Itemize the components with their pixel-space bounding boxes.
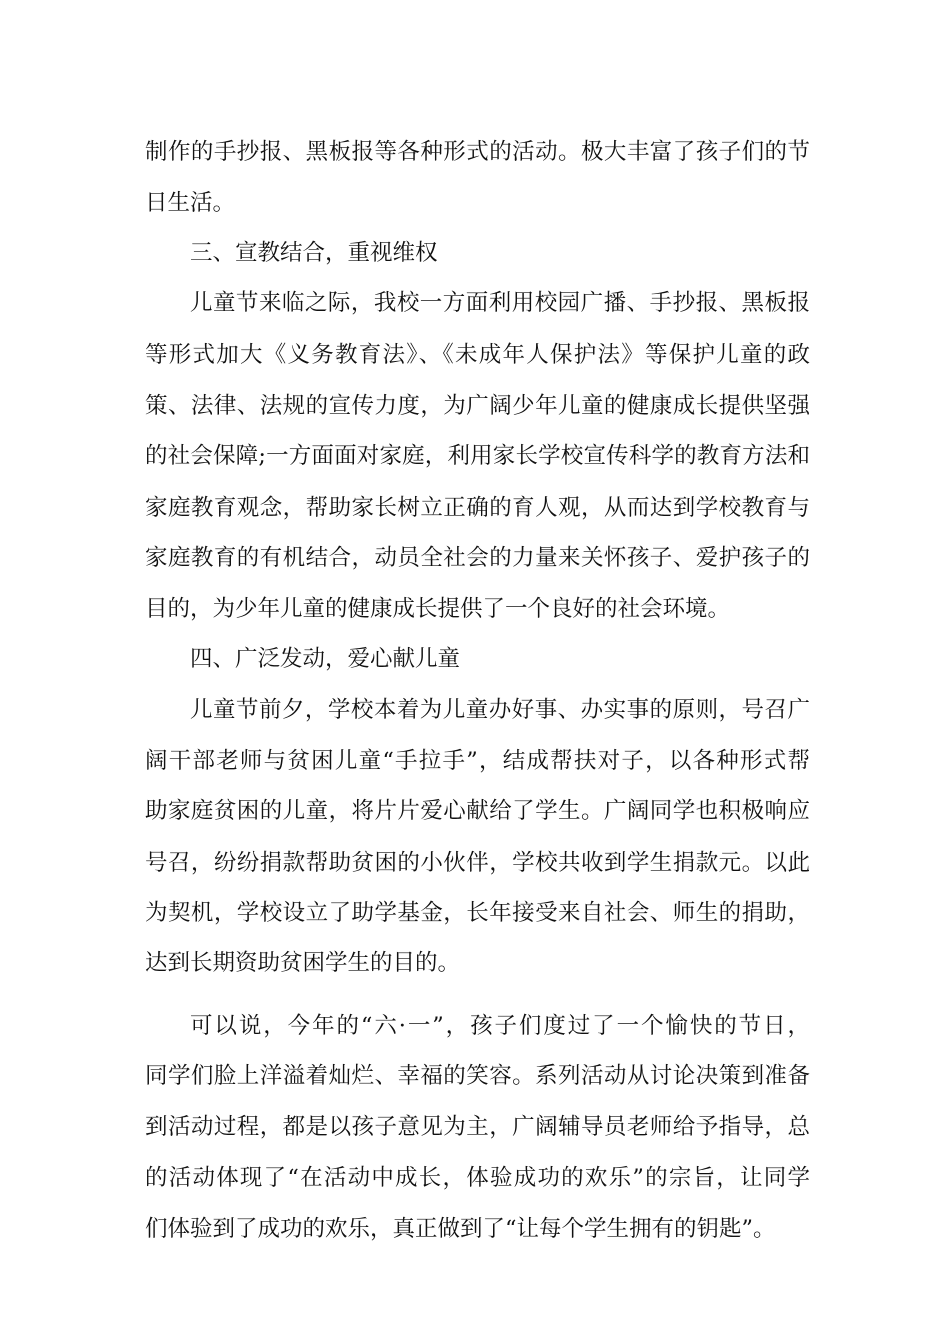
section-heading: 三、宣教结合，重视维权 xyxy=(190,240,438,266)
body-text-line: 目的，为少年儿童的健康成长提供了一个良好的社会环境。 xyxy=(145,596,731,622)
body-text-line: 日生活。 xyxy=(145,190,236,216)
body-text-line: 到活动过程，都是以孩子意见为主，广阔辅导员老师给予指导，总 xyxy=(145,1114,810,1140)
body-text-line: 儿童节前夕，学校本着为儿童办好事、办实事的原则，号召广 xyxy=(190,697,810,723)
body-text-line: 家庭教育的有机结合，动员全社会的力量来关怀孩子、爱护孩子的 xyxy=(145,545,810,571)
body-text-line: 等形式加大《义务教育法》、《未成年人保护法》等保护儿童的政 xyxy=(145,342,810,368)
body-text-line: 可以说，今年的“六·一”，孩子们度过了一个愉快的节日， xyxy=(190,1013,810,1039)
body-text-line: 号召，纷纷捐款帮助贫困的小伙伴，学校共收到学生捐款元。以此 xyxy=(145,850,810,876)
body-text-line: 的社会保障;一方面面对家庭，利用家长学校宣传科学的教育方法和 xyxy=(145,443,810,469)
body-text-line: 制作的手抄报、黑板报等各种形式的活动。极大丰富了孩子们的节 xyxy=(145,139,810,165)
body-text-line: 家庭教育观念，帮助家长树立正确的育人观，从而达到学校教育与 xyxy=(145,495,810,521)
body-text-line: 阔干部老师与贫困儿童“手拉手”，结成帮扶对子，以各种形式帮 xyxy=(145,748,810,774)
body-text-line: 的活动体现了“在活动中成长，体验成功的欢乐”的宗旨，让同学 xyxy=(145,1165,810,1191)
body-text-line: 助家庭贫困的儿童，将片片爱心献给了学生。广阔同学也积极响应 xyxy=(145,798,810,824)
body-text-line: 同学们脸上洋溢着灿烂、幸福的笑容。系列活动从讨论决策到准备 xyxy=(145,1063,810,1089)
body-text-line: 们体验到了成功的欢乐，真正做到了“让每个学生拥有的钥匙”。 xyxy=(145,1216,776,1242)
body-text-line: 策、法律、法规的宣传力度，为广阔少年儿童的健康成长提供坚强 xyxy=(145,393,810,419)
section-heading: 四、广泛发动，爱心献儿童 xyxy=(190,646,461,672)
body-text-line: 为契机，学校设立了助学基金，长年接受来自社会、师生的捐助， xyxy=(145,900,810,926)
body-text-line: 儿童节来临之际，我校一方面利用校园广播、手抄报、黑板报 xyxy=(190,290,810,316)
body-text-line: 达到长期资助贫困学生的目的。 xyxy=(145,950,461,976)
